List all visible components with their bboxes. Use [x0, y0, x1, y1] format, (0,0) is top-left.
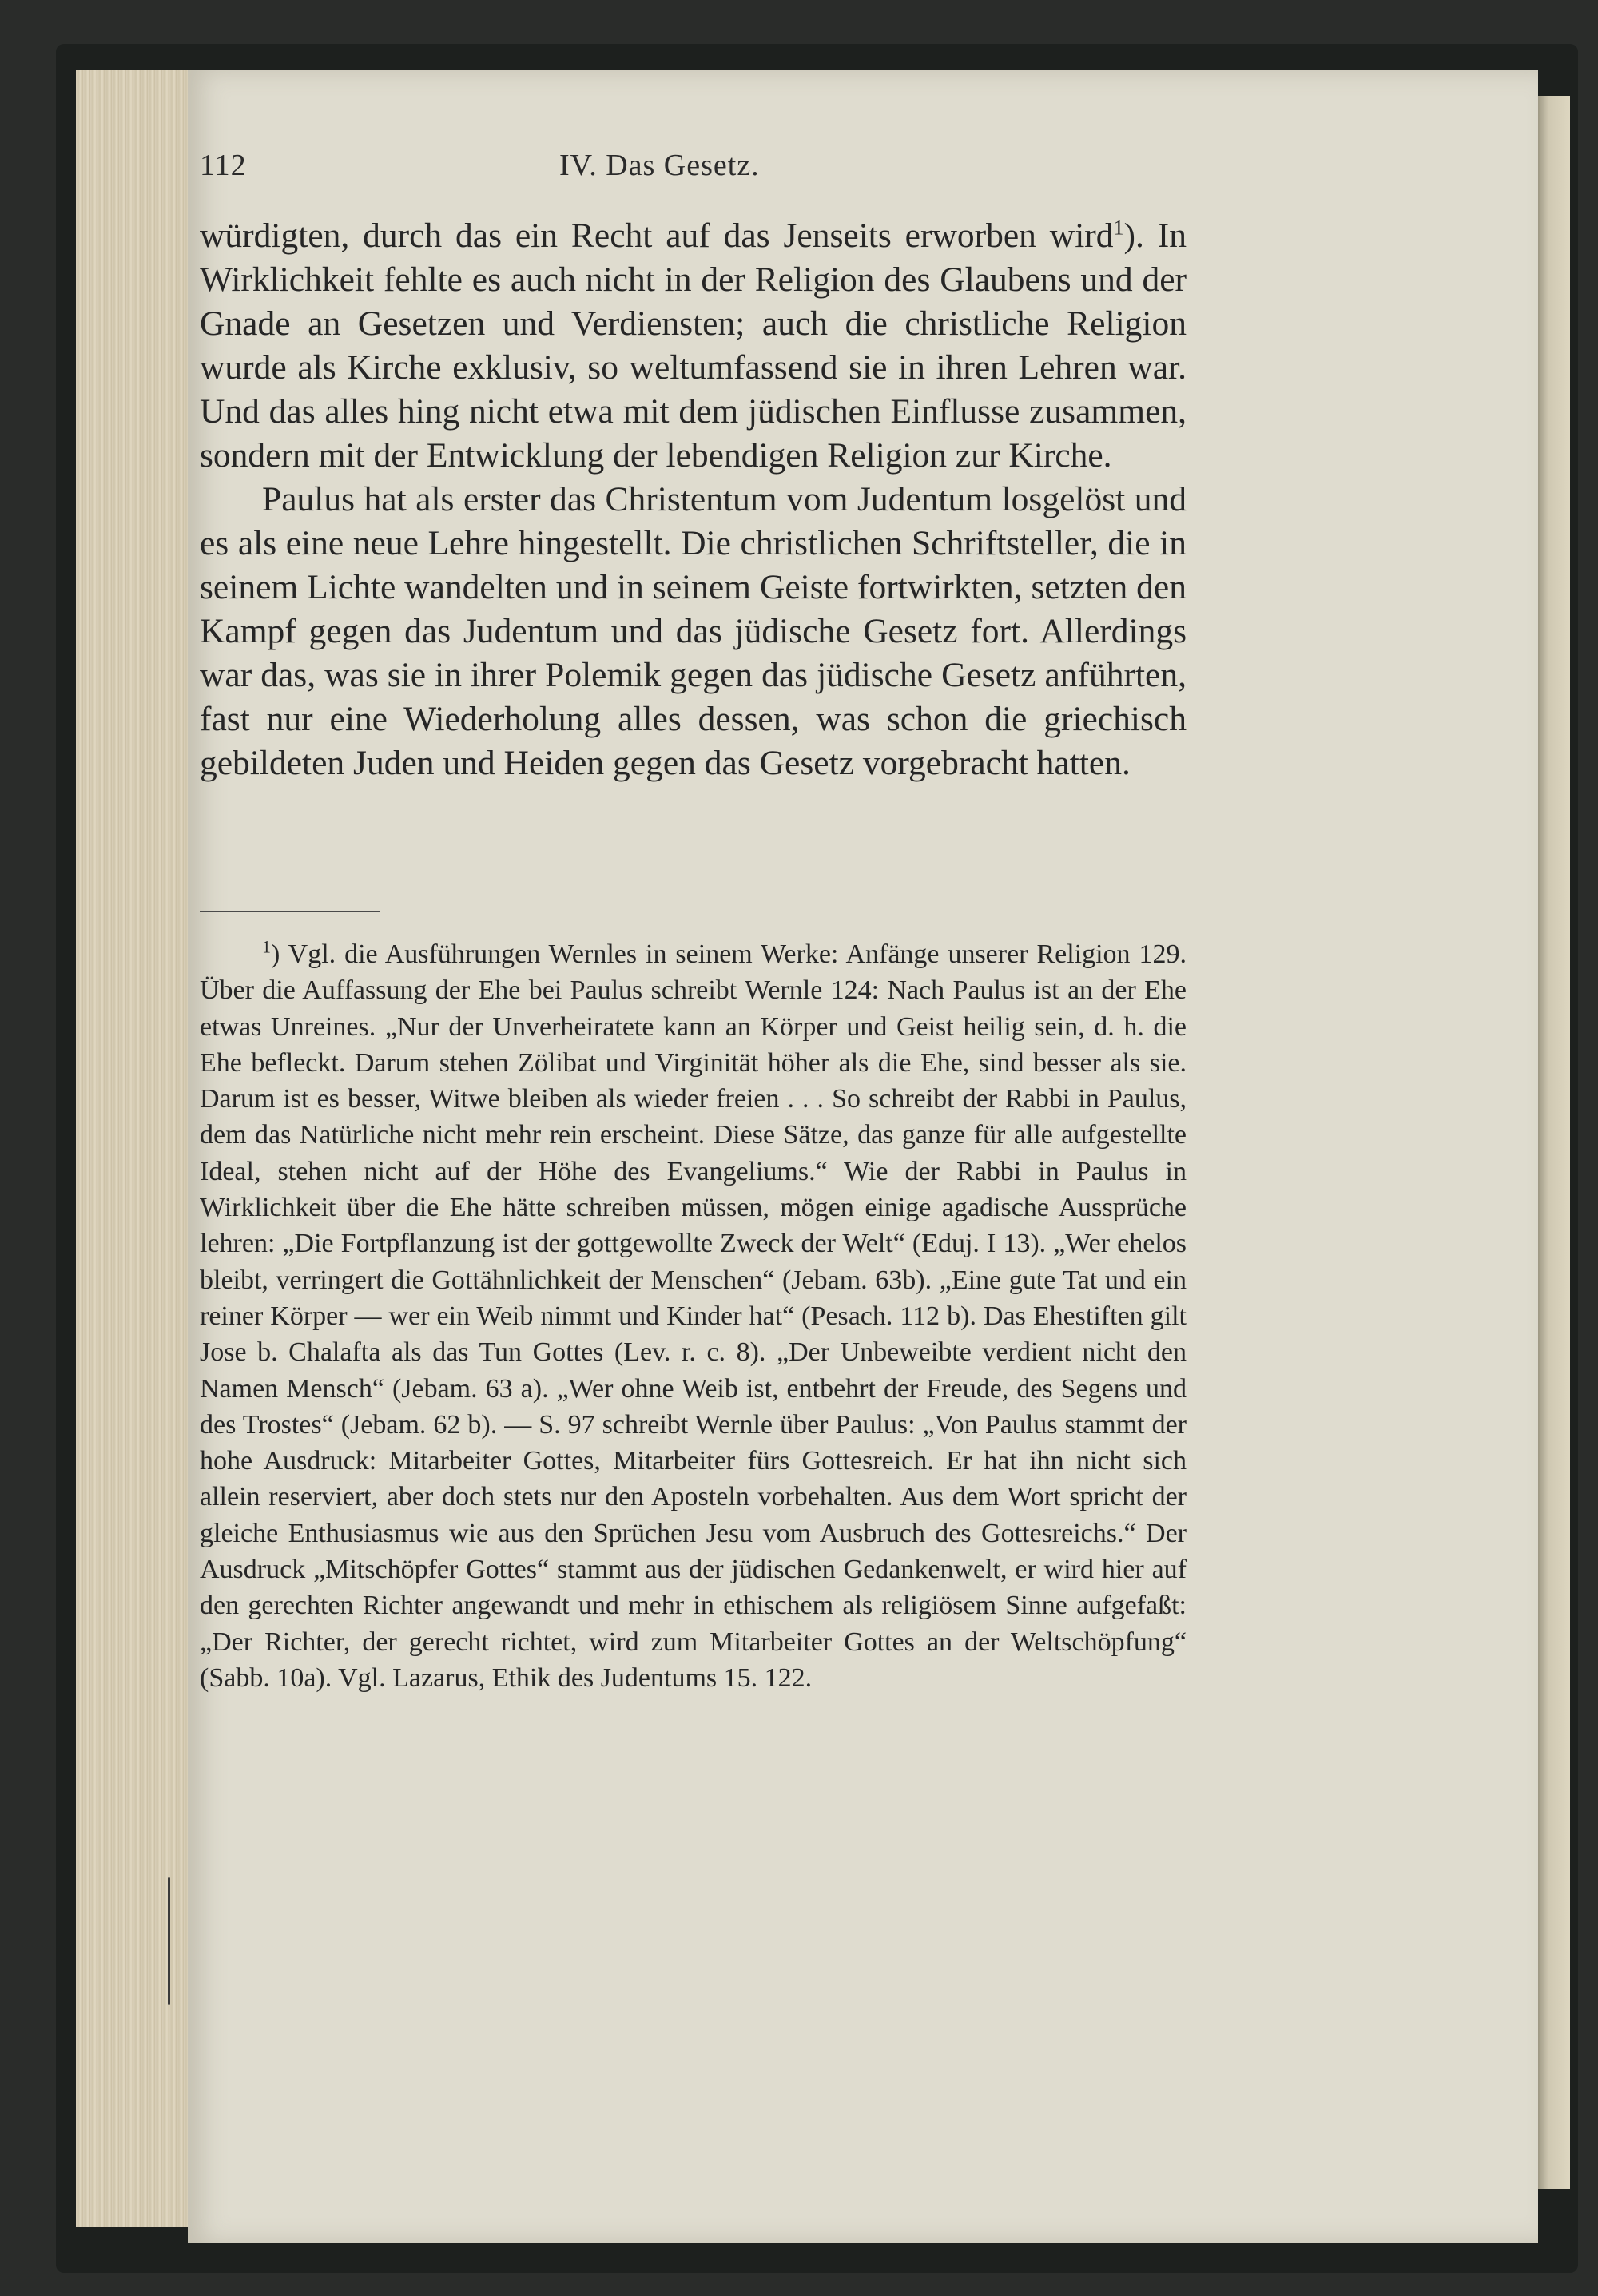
paragraph-1-text: würdigten, durch das ein Recht auf das Jenseits erworben wird	[200, 216, 1114, 255]
running-title: IV. Das Gesetz.	[559, 149, 760, 182]
facing-page-edge	[1534, 96, 1570, 2189]
footnote-divider	[200, 911, 380, 912]
footnote-text: ) Vgl. die Ausführungen Wernles in seinem Werke: Anfänge unserer Religion 129. Über die Auffassung der Ehe bei Paulus schreibt Wernle 124: Nach Paulus ist an der Ehe etwas Unreines. „Nur der Unverheiratete kann an Körper und Geist heilig sein, d. h. die Ehe befleckt. Darum stehen Zölibat und Virginität höher als die Ehe, sind besser als sie. Darum ist es besser, Witwe bleiben als wieder freien . . . So schreibt der Rabbi in Paulus, dem das Natürliche nicht mehr rein erscheint. Diese Sätze, das ganze für alle aufgestellte Ideal, stehen nicht auf der Höhe des Evangeliums.“ Wie der Rabbi in Paulus in Wirklichkeit über die Ehe hätte schreiben müssen, mögen einige agadische Aussprüche lehren: „Die Fortpflanzung ist der gottgewollte Zweck der Welt“ (Eduj. I 13). „Wer ehelos bleibt, verringert die Gottähnlichkeit der Menschen“ (Jebam. 63b). „Eine gute Tat und ein reiner Körper — wer ein Weib nimmt und Kinder hat“ (Pesach. 112 b). Das Ehestiften gilt Jose b. Chalafta als das Tun Gottes (Lev. r. c. 8). „Der Unbeweibte verdient nicht den Namen Mensch“ (Jebam. 63 a). „Wer ohne Weib ist, entbehrt der Freude, des Segens und des Trostes“ (Jebam. 62 b). — S. 97 schreibt Wernle über Paulus: „Von Paulus stammt der hohe Ausdruck: Mitarbeiter Gottes, Mitarbeiter fürs Gottesreich. Er hat ihn nicht sich allein reserviert, aber doch stets nur den Aposteln vorbehalten. Aus dem Wort spricht der gleiche Enthusiasmus wie aus den Sprüchen Jesu vom Ausbruch des Gottesreichs.“ Der Ausdruck „Mitschöpfer Gottes“ stammt aus der jüdischen Gedankenwelt, er wird hier auf den gerechten Richter angewandt und mehr in ethischem als religiösem Sinne aufgefaßt: „Der Richter, der gerecht richtet, wird zum Mitarbeiter Gottes an der Weltschöpfung“ (Sabb. 10a). Vgl. Lazarus, Ethik des Judentums 15. 122.	[200, 939, 1187, 1693]
paragraph-1-tail: ). In Wirklichkeit fehlte es auch nicht in der Religion des Glaubens und der Gnade an Gesetzen und Verdiensten; auch die christliche Religion wurde als Kirche exklusiv, so weltumfassend sie in ihren Lehren war. Und das alles hing nicht etwa mit dem jüdischen Einflusse zusammen, sondern mit der Entwicklung der lebendigen Religion zur Kirche.	[200, 216, 1187, 475]
page-number: 112	[200, 149, 247, 182]
paragraph-1	[200, 214, 1187, 478]
main-text	[200, 214, 1187, 785]
paragraph-2: Paulus hat als erster das Christentum vom Judentum losgelöst und es als eine neue Lehre hingestellt. Die christlichen Schriftsteller, die in seinem Lichte wandelten und in seinem Geiste fortwirkten, setzten den Kampf gegen das Judentum und das jüdische Gesetz fort. Allerdings war das, was sie in ihrer Polemik gegen das jüdische Gesetz anführten, fast nur eine Wiederholung alles dessen, was schon die griechisch gebildeten Juden und Heiden gegen das Gesetz vorgebracht hatten.	[200, 480, 1187, 782]
running-header	[200, 148, 1183, 196]
footnote-reference: 1	[1113, 216, 1124, 240]
pencil-margin-mark	[168, 1877, 170, 2005]
footnote-marker: 1	[262, 936, 271, 957]
footnote	[200, 936, 1187, 1696]
page-edges	[76, 70, 196, 2227]
